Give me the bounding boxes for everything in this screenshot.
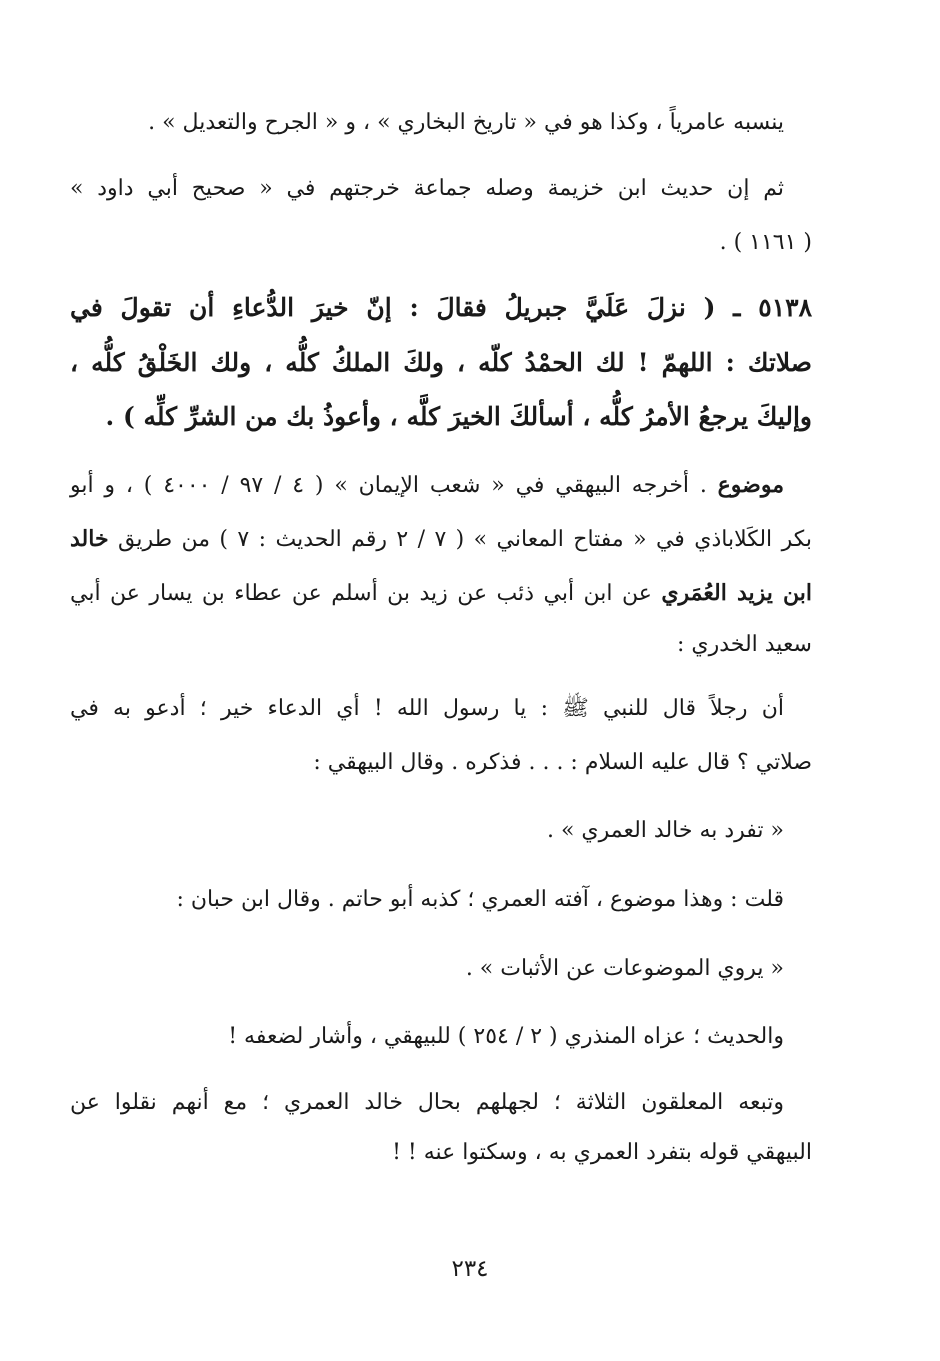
- narrator-name: خالد: [70, 526, 109, 552]
- grade-label: موضوع: [717, 472, 784, 498]
- text-line: [70, 524, 812, 555]
- text-line: صلاتي ؟ قال عليه السلام : . . . فذكره . وقال البيهقي :: [313, 750, 812, 775]
- text-line: البيهقي قوله بتفرد العمري به ، وسكتوا عنه ! !: [392, 1140, 812, 1165]
- text-line: ينسبه عامرياً ، وكذا هو في « تاريخ البخاري » ، و « الجرح والتعديل » .: [148, 110, 784, 135]
- text-span: . أخرجه البيهقي في « شعب الإيمان » ( ٤ / ٩٧ / ٤٠٠٠ ) ، و أبو: [70, 473, 718, 498]
- text-line: وتبعه المعلقون الثلاثة ؛ لجهلهم بحال خالد العمري ؛ مع أنهم نقلوا عن: [70, 1090, 784, 1115]
- text-line: [70, 578, 812, 609]
- hadith-line: ٥١٣٨ ـ ( نزلَ عَلَيَّ جبريلُ فقالَ : إنّ خيرَ الدُّعاءِ أن تقولَ في: [70, 293, 812, 322]
- text-line: ثم إن حديث ابن خزيمة وصله جماعة خرجتهم في « صحيح أبي داود »: [70, 176, 784, 201]
- text-line: أن رجلاً قال للنبي ﷺ : يا رسول الله ! أي الدعاء خير ؛ أدعو به في: [70, 696, 784, 721]
- text-line: « يروي الموضوعات عن الأثبات » .: [465, 956, 784, 981]
- document-page: [70, 0, 812, 1361]
- text-line: [70, 470, 784, 501]
- text-line: قلت : وهذا موضوع ، آفته العمري ؛ كذبه أبو حاتم . وقال ابن حبان :: [176, 887, 784, 912]
- text-span: عن ابن أبي ذئب عن زيد بن أسلم عن عطاء بن يسار عن أبي: [70, 581, 662, 606]
- text-line: والحديث ؛ عزاه المنذري ( ٢ / ٢٥٤ ) للبيهقي ، وأشار لضعفه !: [228, 1024, 784, 1049]
- text-line: « تفرد به خالد العمري » .: [546, 818, 784, 843]
- text-span: بكر الكَلاباذي في « مفتاح المعاني » ( ٧ / ٢ رقم الحديث : ٧ ) من طريق: [108, 527, 812, 552]
- page-number: ٢٣٤: [451, 1256, 489, 1282]
- hadith-line: وإليكَ يرجعُ الأمرُ كلُّه ، أسألكَ الخيرَ كلَّه ، وأعوذُ بك من الشرِّ كلِّه ) .: [105, 402, 812, 431]
- text-line: ( ١١٦١ ) .: [719, 230, 812, 255]
- narrator-name: ابن يزيد العُمَري: [661, 580, 812, 606]
- text-line: سعيد الخدري :: [676, 632, 812, 657]
- hadith-line: صلاتك : اللهمّ ! لك الحمْدُ كلّه ، ولكَ الملكُ كلُّه ، ولك الخَلْقُ كلُّه ،: [70, 348, 812, 377]
